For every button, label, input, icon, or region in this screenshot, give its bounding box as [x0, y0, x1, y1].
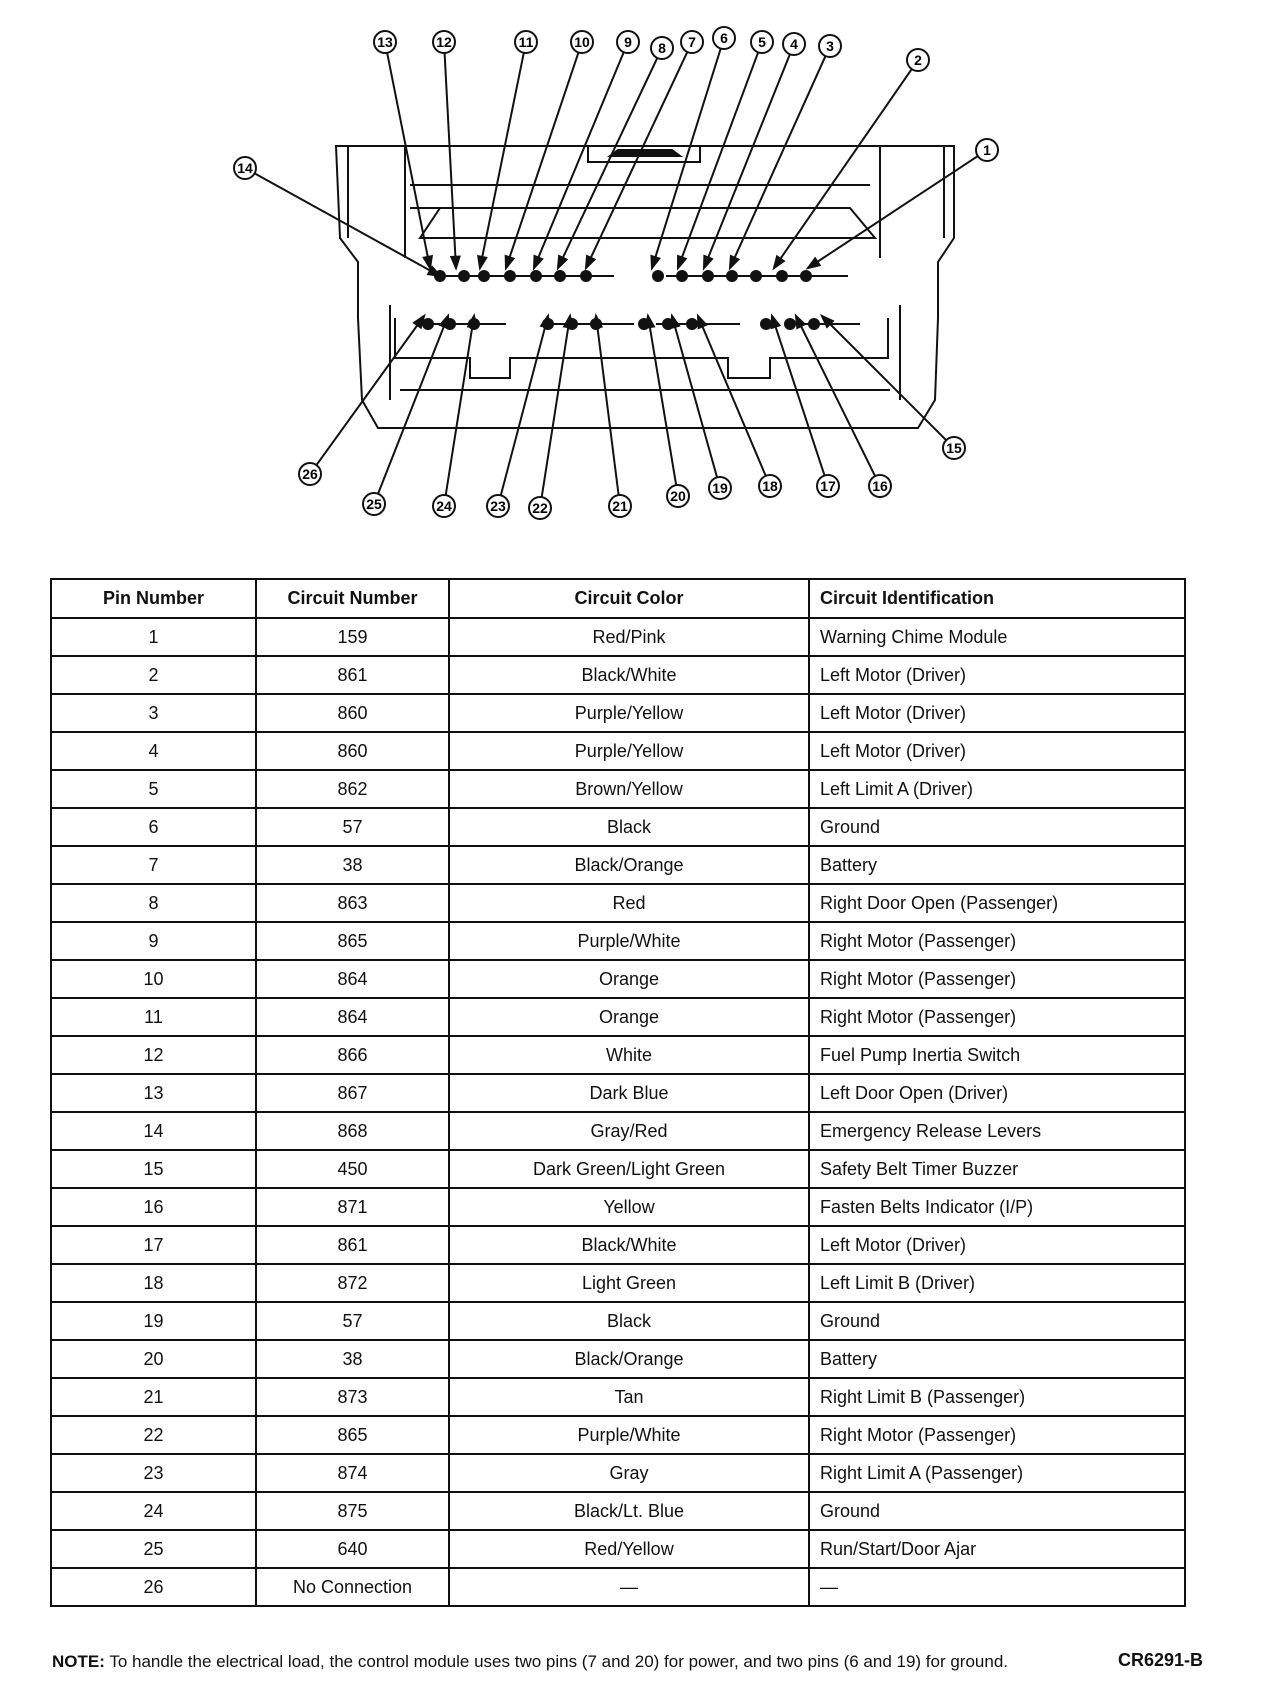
leader-line [772, 316, 825, 476]
leader-line [596, 316, 619, 495]
circuit-color-cell: Dark Green/Light Green [449, 1150, 809, 1188]
pin-number-cell: 9 [51, 922, 256, 960]
arrowhead [558, 256, 567, 268]
callout-number: 22 [532, 500, 548, 516]
circuit-color-cell: Gray [449, 1454, 809, 1492]
circuit-color-cell: Black [449, 808, 809, 846]
circuit-color-cell: Red [449, 884, 809, 922]
pin-number-cell: 11 [51, 998, 256, 1036]
circuit-color-cell: Dark Blue [449, 1074, 809, 1112]
callout-number: 4 [790, 36, 798, 52]
callout-number: 17 [820, 478, 836, 494]
arrowhead [541, 316, 549, 328]
circuit-color-cell: White [449, 1036, 809, 1074]
circuit-identification-cell: Ground [809, 808, 1185, 846]
circuit-identification-cell: Right Motor (Passenger) [809, 960, 1185, 998]
circuit-color-cell: Purple/Yellow [449, 732, 809, 770]
pin-number-cell: 12 [51, 1036, 256, 1074]
circuit-identification-cell: Fuel Pump Inertia Switch [809, 1036, 1185, 1074]
circuit-identification-cell: Left Motor (Driver) [809, 656, 1185, 694]
arrowhead [651, 256, 659, 268]
circuit-number-cell: 57 [256, 1302, 449, 1340]
arrowhead [478, 256, 486, 268]
table-row [51, 1302, 1185, 1340]
arrowhead [564, 316, 572, 328]
circuit-number-cell: 871 [256, 1188, 449, 1226]
pin-number-cell: 15 [51, 1150, 256, 1188]
pin-number-cell: 2 [51, 656, 256, 694]
circuit-identification-cell: Right Door Open (Passenger) [809, 884, 1185, 922]
leader-line [698, 316, 766, 476]
arrowhead [586, 256, 595, 268]
circuit-identification-cell: Run/Start/Door Ajar [809, 1530, 1185, 1568]
arrowhead [772, 316, 780, 328]
circuit-number-cell: 860 [256, 732, 449, 770]
circuit-number-cell: 868 [256, 1112, 449, 1150]
connector-pin [784, 318, 796, 330]
circuit-number-cell: 450 [256, 1150, 449, 1188]
callout-number: 18 [762, 478, 778, 494]
connector-pin [652, 270, 664, 282]
pin-number-cell: 26 [51, 1568, 256, 1606]
circuit-identification-cell: Warning Chime Module [809, 618, 1185, 656]
table-row [51, 884, 1185, 922]
callout-number: 2 [914, 52, 922, 68]
circuit-identification-cell: Left Limit B (Driver) [809, 1264, 1185, 1302]
table-row [51, 960, 1185, 998]
connector-pin [760, 318, 772, 330]
connector-pin [800, 270, 812, 282]
circuit-color-cell: — [449, 1568, 809, 1606]
pin-number-cell: 25 [51, 1530, 256, 1568]
circuit-color-cell: Purple/White [449, 922, 809, 960]
connector-pin [808, 318, 820, 330]
figure-id: CR6291-B [1118, 1650, 1204, 1670]
callout-number: 20 [670, 488, 686, 504]
arrowhead [774, 256, 784, 268]
arrowhead [796, 316, 805, 328]
connector-pin [750, 270, 762, 282]
circuit-identification-cell: Emergency Release Levers [809, 1112, 1185, 1150]
circuit-color-cell: Purple/Yellow [449, 694, 809, 732]
circuit-number-cell: 640 [256, 1530, 449, 1568]
table-row [51, 732, 1185, 770]
circuit-identification-cell: — [809, 1568, 1185, 1606]
circuit-color-cell: Brown/Yellow [449, 770, 809, 808]
arrowhead [671, 316, 679, 328]
table-row [51, 656, 1185, 694]
arrowhead [424, 256, 432, 268]
table-row [51, 1378, 1185, 1416]
connector-pin [554, 270, 566, 282]
leader-line [672, 316, 717, 477]
pin-number-cell: 18 [51, 1264, 256, 1302]
leader-line [387, 53, 430, 268]
circuit-identification-cell: Right Limit A (Passenger) [809, 1454, 1185, 1492]
circuit-number-cell: 38 [256, 1340, 449, 1378]
leader-line [796, 316, 875, 476]
pin-number-cell: 1 [51, 618, 256, 656]
callout-number: 11 [518, 34, 534, 50]
table-row [51, 1416, 1185, 1454]
connector-pin [580, 270, 592, 282]
circuit-color-cell: Black/Lt. Blue [449, 1492, 809, 1530]
connector-pin [530, 270, 542, 282]
circuit-color-cell: Black/Orange [449, 846, 809, 884]
callout-number: 10 [574, 34, 590, 50]
circuit-number-cell: 872 [256, 1264, 449, 1302]
circuit-color-cell: Light Green [449, 1264, 809, 1302]
circuit-identification-cell: Safety Belt Timer Buzzer [809, 1150, 1185, 1188]
circuit-number-cell: 864 [256, 998, 449, 1036]
table-row [51, 1074, 1185, 1112]
circuit-number-cell: 38 [256, 846, 449, 884]
circuit-number-cell: 860 [256, 694, 449, 732]
pin-number-cell: 8 [51, 884, 256, 922]
circuit-number-cell: 873 [256, 1378, 449, 1416]
connector-pin [702, 270, 714, 282]
pin-number-cell: 14 [51, 1112, 256, 1150]
connector-diagram [0, 0, 1264, 560]
pin-number-cell: 24 [51, 1492, 256, 1530]
circuit-identification-cell: Left Motor (Driver) [809, 694, 1185, 732]
connector-pin [478, 270, 490, 282]
table-row [51, 618, 1185, 656]
footnote [52, 1652, 1008, 1672]
table-row [51, 1264, 1185, 1302]
table-row [51, 694, 1185, 732]
table-row [51, 1112, 1185, 1150]
circuit-identification-cell: Fasten Belts Indicator (I/P) [809, 1188, 1185, 1226]
arrowhead [451, 257, 459, 268]
circuit-color-cell: Yellow [449, 1188, 809, 1226]
table-row [51, 1530, 1185, 1568]
circuit-identification-cell: Left Motor (Driver) [809, 732, 1185, 770]
pin-assignment-table [50, 578, 1186, 1607]
pin-number-cell: 17 [51, 1226, 256, 1264]
callout-number: 19 [712, 480, 728, 496]
circuit-identification-cell: Right Limit B (Passenger) [809, 1378, 1185, 1416]
leader-line [534, 52, 624, 268]
table-row [51, 1226, 1185, 1264]
pin-number-cell: 4 [51, 732, 256, 770]
connector-pin [686, 318, 698, 330]
table-row [51, 1568, 1185, 1606]
connector-pin [676, 270, 688, 282]
leader-line [652, 48, 721, 268]
arrowhead [698, 316, 706, 328]
note-label: NOTE: [52, 1652, 105, 1671]
circuit-color-cell: Red/Pink [449, 618, 809, 656]
circuit-color-cell: Black/White [449, 1226, 809, 1264]
circuit-color-cell: Black/White [449, 656, 809, 694]
note-text: To handle the electrical load, the control module uses two pins (7 and 20) for power, and two pins (6 and 19) for ground. [109, 1652, 1009, 1671]
pin-number-cell: 19 [51, 1302, 256, 1340]
connector-pin [726, 270, 738, 282]
circuit-identification-cell: Right Motor (Passenger) [809, 922, 1185, 960]
table-row [51, 808, 1185, 846]
callout-number: 21 [612, 498, 628, 514]
callout-number: 12 [436, 34, 452, 50]
table-row [51, 770, 1185, 808]
arrowhead [808, 258, 820, 268]
circuit-number-cell: 866 [256, 1036, 449, 1074]
callout-number: 24 [436, 498, 452, 514]
arrowhead [440, 316, 448, 328]
leader-line [446, 316, 474, 495]
circuit-color-cell: Black/Orange [449, 1340, 809, 1378]
leader-line [648, 316, 676, 485]
arrowhead [534, 256, 542, 268]
pin-number-cell: 13 [51, 1074, 256, 1112]
table-row [51, 846, 1185, 884]
table-row [51, 1454, 1185, 1492]
table-row [51, 1492, 1185, 1530]
circuit-color-cell: Orange [449, 998, 809, 1036]
circuit-identification-cell: Right Motor (Passenger) [809, 998, 1185, 1036]
callout-number: 15 [946, 440, 962, 456]
pin-number-cell: 7 [51, 846, 256, 884]
circuit-identification-cell: Right Motor (Passenger) [809, 1416, 1185, 1454]
circuit-number-cell: 875 [256, 1492, 449, 1530]
table-row [51, 1036, 1185, 1074]
table-row [51, 922, 1185, 960]
pin-number-cell: 22 [51, 1416, 256, 1454]
callout-number: 26 [302, 466, 318, 482]
connector-pin [458, 270, 470, 282]
header-pin-number: Pin Number [51, 579, 256, 618]
connector-pin [776, 270, 788, 282]
callout-number: 1 [983, 142, 991, 158]
callout-number: 7 [688, 34, 696, 50]
circuit-identification-cell: Ground [809, 1302, 1185, 1340]
header-circuit-color: Circuit Color [449, 579, 809, 618]
pin-number-cell: 20 [51, 1340, 256, 1378]
circuit-number-cell: 874 [256, 1454, 449, 1492]
circuit-identification-cell: Left Door Open (Driver) [809, 1074, 1185, 1112]
callout-number: 16 [872, 478, 888, 494]
callout-number: 13 [377, 34, 393, 50]
circuit-identification-cell: Left Limit A (Driver) [809, 770, 1185, 808]
pin-number-cell: 10 [51, 960, 256, 998]
circuit-number-cell: 862 [256, 770, 449, 808]
callout-number: 3 [826, 38, 834, 54]
circuit-number-cell: No Connection [256, 1568, 449, 1606]
table-row [51, 1150, 1185, 1188]
circuit-identification-cell: Battery [809, 1340, 1185, 1378]
callout-number: 8 [658, 40, 666, 56]
table-row [51, 998, 1185, 1036]
pin-number-cell: 21 [51, 1378, 256, 1416]
circuit-identification-cell: Battery [809, 846, 1185, 884]
pin-number-cell: 6 [51, 808, 256, 846]
circuit-number-cell: 865 [256, 922, 449, 960]
table-row [51, 1340, 1185, 1378]
circuit-color-cell: Red/Yellow [449, 1530, 809, 1568]
circuit-number-cell: 867 [256, 1074, 449, 1112]
leader-line [822, 316, 946, 440]
circuit-number-cell: 865 [256, 1416, 449, 1454]
pin-number-cell: 16 [51, 1188, 256, 1226]
circuit-color-cell: Purple/White [449, 1416, 809, 1454]
leader-line [808, 156, 978, 268]
callout-number: 5 [758, 34, 766, 50]
callout-number: 25 [366, 496, 382, 512]
circuit-identification-cell: Left Motor (Driver) [809, 1226, 1185, 1264]
arrowhead [730, 256, 738, 268]
header-circuit-number: Circuit Number [256, 579, 449, 618]
circuit-color-cell: Gray/Red [449, 1112, 809, 1150]
leader-line [678, 52, 758, 268]
circuit-identification-cell: Ground [809, 1492, 1185, 1530]
pin-number-cell: 23 [51, 1454, 256, 1492]
circuit-color-cell: Tan [449, 1378, 809, 1416]
connector-outline [0, 0, 1264, 560]
callout-number: 6 [720, 30, 728, 46]
leader-line [445, 53, 456, 268]
leader-line [542, 316, 570, 497]
circuit-number-cell: 861 [256, 656, 449, 694]
pin-number-cell: 3 [51, 694, 256, 732]
circuit-number-cell: 863 [256, 884, 449, 922]
circuit-number-cell: 864 [256, 960, 449, 998]
callout-number: 9 [624, 34, 632, 50]
arrowhead [506, 256, 514, 268]
circuit-number-cell: 861 [256, 1226, 449, 1264]
pin-number-cell: 5 [51, 770, 256, 808]
callout-number: 14 [237, 160, 253, 176]
arrowhead [704, 256, 712, 268]
leader-line [378, 316, 448, 494]
table-header-row [51, 579, 1185, 618]
circuit-number-cell: 159 [256, 618, 449, 656]
table-row [51, 1188, 1185, 1226]
callout-number: 23 [490, 498, 506, 514]
arrowhead [646, 316, 654, 328]
arrowhead [678, 256, 686, 268]
header-circuit-identification: Circuit Identification [809, 579, 1185, 618]
circuit-color-cell: Orange [449, 960, 809, 998]
circuit-number-cell: 57 [256, 808, 449, 846]
connector-pin [504, 270, 516, 282]
circuit-color-cell: Black [449, 1302, 809, 1340]
leader-line [501, 316, 548, 495]
leader-line [586, 52, 687, 268]
